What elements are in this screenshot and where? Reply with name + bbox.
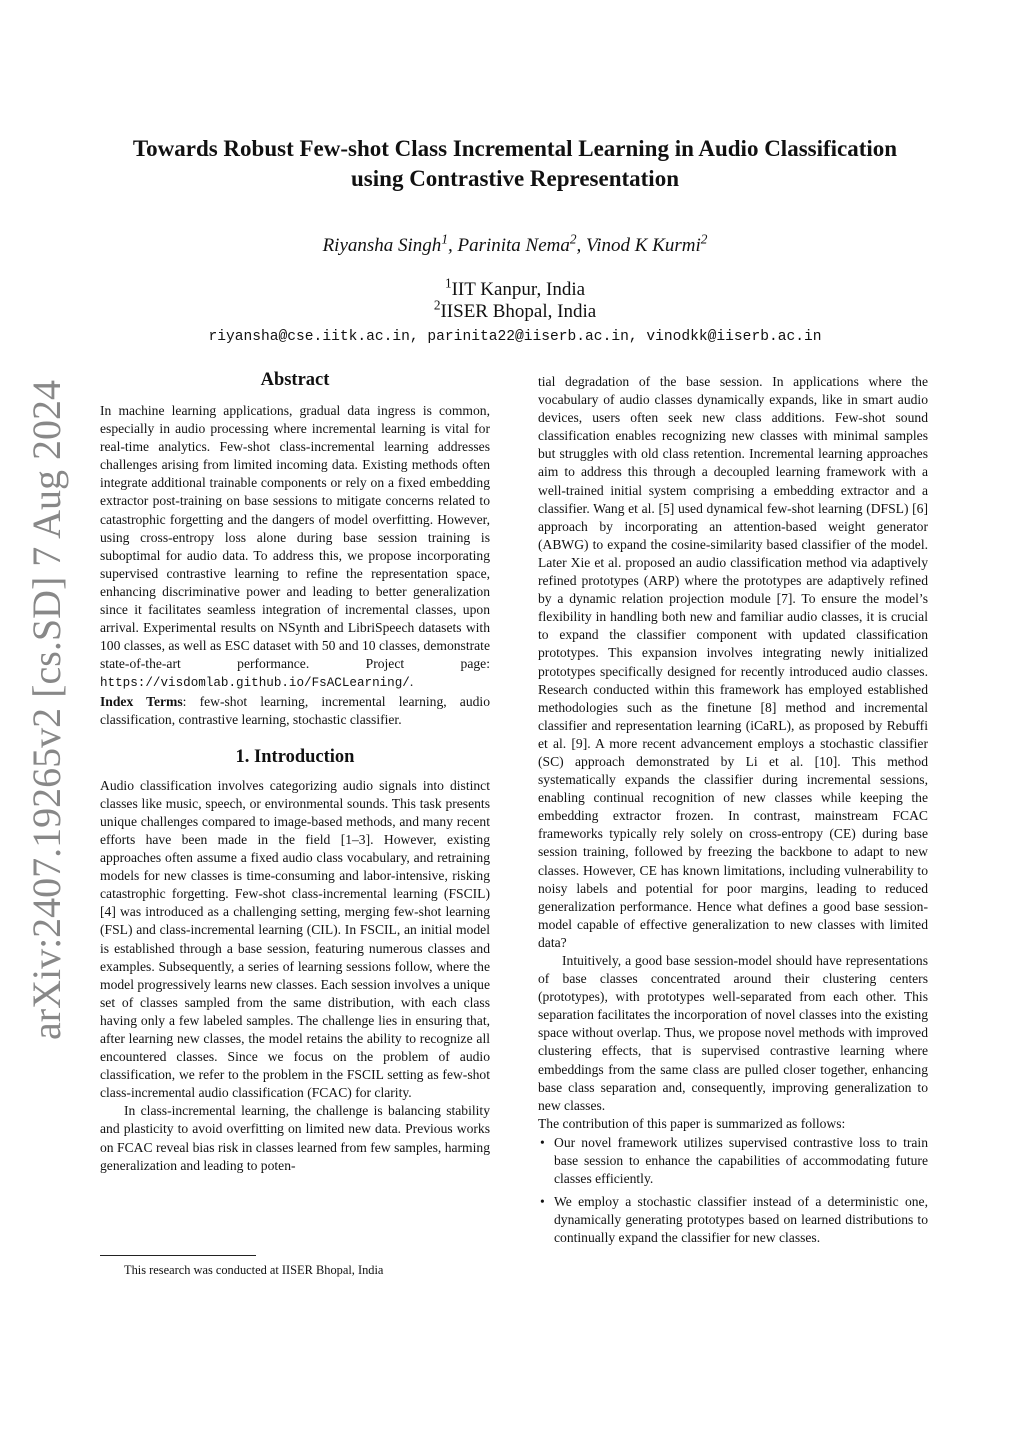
- intro-paragraph-3: Intuitively, a good base session-model should have representations of base classes concentrated around their clustering centers (prototypes), with prototypes well-separated from each other. This separation facilitates the incorporation of novel classes into the existing space without overlap. Thus, we propose novel methods with improved clustering effects, that is supervised contrastive learning where embeddings from the same class are pulled closer together, enhancing base class separation and, consequently, improving generalization to new classes.: [538, 953, 928, 1113]
- title-line-1: Towards Robust Few-shot Class Incremental Learning in Audio Classification: [132, 136, 898, 161]
- footnote: This research was conducted at IISER Bhopal, India: [124, 1263, 384, 1277]
- introduction-heading: 1. Introduction: [235, 746, 355, 767]
- arxiv-side-stamp: arXiv:2407.19265v2 [cs.SD] 7 Aug 2024: [24, 380, 69, 1040]
- bullet-icon: •: [540, 1134, 545, 1150]
- footnote-divider: [100, 1255, 256, 1256]
- affiliation-1-text: IIT Kanpur, India: [451, 279, 586, 300]
- contribution-item-1: [538, 1134, 928, 1188]
- left-column: [100, 368, 490, 1175]
- title-line-2: using Contrastive Representation: [351, 166, 679, 191]
- right-column: [538, 373, 928, 1253]
- index-terms-text: : few-shot learning, incremental learning, audio classification, contrastive learning, stochastic classifier.: [100, 693, 490, 727]
- index-terms: [100, 693, 490, 729]
- intro-paragraph-2: In class-incremental learning, the challenge is balancing stability and plasticity to avoid overfitting on limited new data. Previous works on FCAC reveal bias risk in classes learned from few samples, harming generalization and leading to poten-: [100, 1103, 490, 1173]
- contribution-item-2: [538, 1193, 928, 1247]
- affiliation-2: [60, 297, 970, 324]
- author-3: , Vinod K Kurmi: [576, 235, 701, 256]
- author-list: [60, 232, 970, 260]
- paper-title: [60, 134, 970, 194]
- contribution-lead: The contribution of this paper is summarized as follows:: [538, 1115, 846, 1131]
- contribution-item-1-text: Our novel framework utilizes supervised contrastive loss to train base session to enhance the capabilities of accommodating future classes efficiently.: [554, 1134, 928, 1187]
- abstract-body: In machine learning applications, gradual data ingress is common, especially in audio processing where incremental learning is vital for real-time analytics. Few-shot class-incremental learning addresses challenges arising from limited incoming data. Existing methods often integrate additional trainable components or rely on a fixed embedding extractor post-training on base sessions to mitigate concerns related to catastrophic forgetting and the dangers of model overfitting. However, using cross-entropy loss alone during base session training is suboptimal for audio data. To address this, we propose incorporating supervised contrastive learning to refine the representation space, enhancing discriminative power and leading to better generalization since it facilitates seamless integration of incremental classes, upon arrival. Experimental results on NSynth and LibriSpeech datasets with 100 classes, as well as ESC dataset with 50 and 10 classes, demonstrate state-of-the-art performance. Project page:: [100, 403, 490, 672]
- author-2-affil-mark: 2: [569, 231, 577, 247]
- author-3-affil-mark: 2: [700, 231, 708, 247]
- affiliation-2-text: IISER Bhopal, India: [440, 301, 597, 322]
- author-1-affil-mark: 1: [441, 231, 448, 247]
- project-page-link[interactable]: https://visdomlab.github.io/FsACLearning/: [100, 676, 410, 691]
- abstract-heading: Abstract: [260, 370, 330, 390]
- bullet-icon: •: [540, 1194, 545, 1210]
- abstract-url-period: .: [409, 674, 414, 690]
- affiliation-1-mark: 1: [444, 275, 452, 291]
- contribution-list: [538, 1134, 928, 1248]
- abstract-text: [100, 402, 490, 693]
- author-emails: riyansha@cse.iitk.ac.in, parinita22@iiserb.ac.in, vinodkk@iiserb.ac.in: [208, 329, 822, 345]
- affiliation-2-mark: 2: [433, 297, 441, 313]
- intro-paragraph-1: Audio classification involves categorizing audio signals into distinct classes like music, speech, or environmental sounds. This task presents unique challenges compared to image-based methods, and many recent efforts have been made in the field [1–3]. However, existing approaches often assume a fixed audio class vocabulary, and retraining models for new classes is time-consuming and labor-intensive, risking catastrophic forgetting. Few-shot class-incremental learning (FSCIL) [4] was introduced as a challenging setting, merging few-shot learning (FSL) and class-incremental learning (CIL). In FSCIL, an initial model is established through a base session, featuring numerous classes and examples. Subsequently, a series of learning sessions follow, where the model progressively learns new classes. Each session involves a unique set of classes sampled from the same distribution, with each class having only a few labeled samples. The challenge lies in ensuring that, after learning new classes, the model retains the ability to recognize all encountered classes. Since we focus on the problem of audio classification, we refer to the problem in the FSCIL setting as few-shot class-incremental audio classification (FCAC) for clarity.: [100, 777, 490, 1101]
- contribution-item-2-text: We employ a stochastic classifier instead of a deterministic one, dynamically generating prototypes based on learned distributions to continually expand the classifier for new classes.: [554, 1194, 928, 1246]
- author-2: , Parinita Nema: [447, 235, 570, 256]
- index-terms-label: Index Terms: [100, 693, 183, 709]
- author-1: Riyansha Singh: [322, 235, 442, 256]
- intro-paragraph-2-continued: tial degradation of the base session. In applications where the vocabulary of audio classes dynamically expands, like in smart audio devices, users often seek new class additions. Few-shot sound classification enables recognizing new classes with minimal samples but struggles with old class retention. Incremental learning approaches aim to address this through a decoupled learning framework with a well-trained initial system comprising a embedding extractor and a classifier. Wang et al. [5] used dynamical few-shot learning (DFSL) [6] approach by incorporating an attention-based weight generator (ABWG) to expand the cosine-similarity based classifier of the model. Later Xie et al. proposed an audio classification method via adaptively refined prototypes (ARP) where the prototypes are adaptively refined by a dynamic relation projection module [7]. To ensure the model’s flexibility in handling both new and familiar audio classes, it is crucial to expand the classifier component with updated classification prototypes. This expansion involves integrating newly initialized prototypes specifically designed for recently introduced audio classes. Research conducted within this framework has employed established methodologies such as the finetune [8] method and incremental classifier and representation learning (iCaRL), as proposed by Rebuffi et al. [9]. A more recent advancement employs a stochastic classifier (SC) approach demonstrated by Li et al. [10]. This method systematically expands the classifier during incremental sessions, enabling continual recognition of new classes while keeping the embedding extractor frozen. In contrast, mainstream FCAC frameworks typically rely solely on cross-entropy (CE) during base session training, followed by freezing the backbone to adapt to new classes. However, CE has known limitations, including vulnerability to noisy labels and potential for poor margins, leading to reduced generalization performance. Hence what defines a good base session-model capable of effective generalization to new classes with limited data?: [538, 374, 928, 950]
- affiliation-1: [60, 275, 970, 302]
